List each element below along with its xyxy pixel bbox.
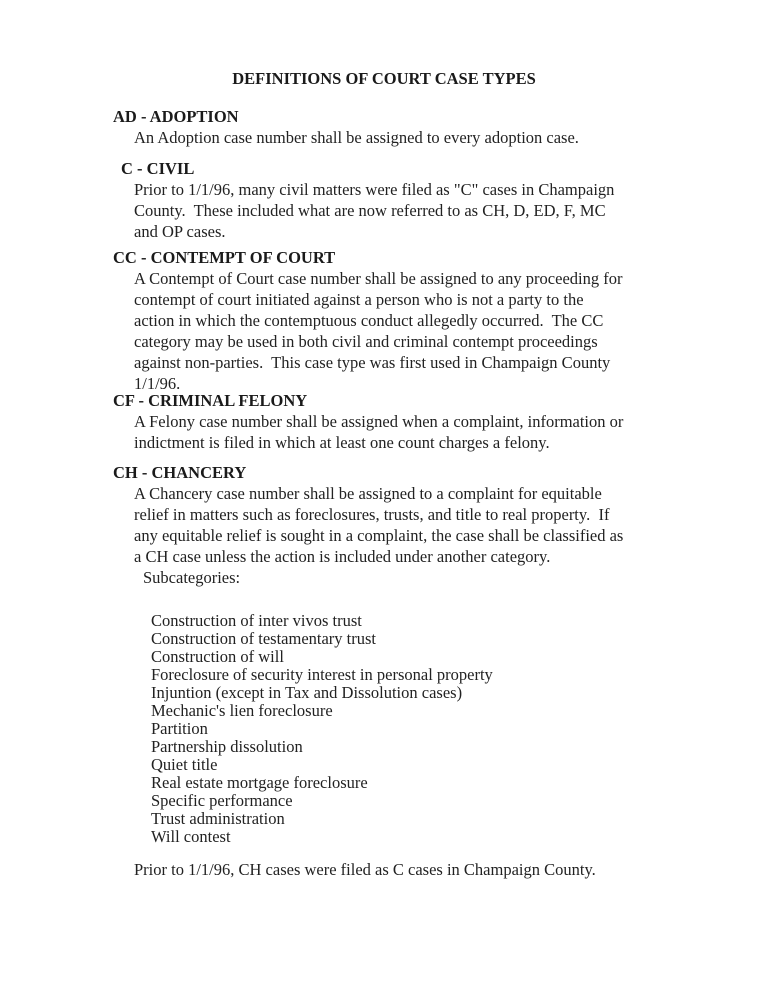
section-body — [134, 179, 701, 242]
list-item: Injuntion (except in Tax and Dissolution cases) — [151, 683, 463, 702]
section-body — [134, 483, 693, 567]
list-item: Trust administration — [151, 809, 285, 828]
list-item: Construction of inter vivos trust — [151, 611, 362, 630]
body-line: against non-parties. This case type was first used in Champaign County — [134, 353, 611, 372]
list-item: Specific performance — [151, 791, 293, 810]
footer-note: Prior to 1/1/96, CH cases were filed as C cases in Champaign County. — [134, 860, 596, 879]
list-item: Foreclosure of security interest in personal property — [151, 665, 493, 684]
section-chancery — [113, 463, 693, 567]
subcategories-list — [151, 612, 493, 846]
body-line: 1/1/96. — [134, 374, 181, 393]
list-item: Will contest — [151, 827, 231, 846]
body-line: A Contempt of Court case number shall be assigned to any proceeding for — [134, 269, 623, 288]
section-heading: CH - CHANCERY — [113, 463, 247, 482]
section-heading: CC - CONTEMPT OF COURT — [113, 248, 336, 267]
list-item: Quiet title — [151, 755, 218, 774]
body-line: A Chancery case number shall be assigned to a complaint for equitable — [134, 484, 602, 503]
section-heading: C - CIVIL — [121, 159, 195, 178]
body-line: category may be used in both civil and criminal contempt proceedings — [134, 332, 598, 351]
list-item: Mechanic's lien foreclosure — [151, 701, 333, 720]
page-title: DEFINITIONS OF COURT CASE TYPES — [232, 69, 536, 88]
section-civil — [121, 159, 701, 242]
body-line: contempt of court initiated against a person who is not a party to the — [134, 290, 584, 309]
section-body — [134, 411, 693, 453]
list-item: Construction of will — [151, 647, 284, 666]
body-line: A Felony case number shall be assigned when a complaint, information or — [134, 412, 624, 431]
body-line: action in which the contemptuous conduct allegedly occurred. The CC — [134, 311, 604, 330]
body-line: and OP cases. — [134, 222, 226, 241]
section-contempt-of-court — [113, 248, 693, 394]
section-body — [134, 268, 693, 394]
body-line: Prior to 1/1/96, many civil matters were filed as "C" cases in Champaign — [134, 180, 615, 199]
list-item: Construction of testamentary trust — [151, 629, 376, 648]
subcategories-label: Subcategories: — [143, 568, 241, 587]
section-criminal-felony — [113, 391, 693, 453]
list-item: Partition — [151, 719, 208, 738]
section-adoption — [113, 107, 693, 148]
body-line: a CH case unless the action is included under another category. — [134, 547, 551, 566]
section-body — [134, 127, 693, 148]
body-line: indictment is filed in which at least one count charges a felony. — [134, 433, 550, 452]
section-heading: CF - CRIMINAL FELONY — [113, 391, 308, 410]
list-item: Real estate mortgage foreclosure — [151, 773, 368, 792]
body-line: County. These included what are now referred to as CH, D, ED, F, MC — [134, 201, 606, 220]
section-heading: AD - ADOPTION — [113, 107, 239, 126]
body-line: An Adoption case number shall be assigned to every adoption case. — [134, 128, 579, 147]
body-line: relief in matters such as foreclosures, trusts, and title to real property. If — [134, 505, 610, 524]
body-line: any equitable relief is sought in a complaint, the case shall be classified as — [134, 526, 624, 545]
list-item: Partnership dissolution — [151, 737, 303, 756]
